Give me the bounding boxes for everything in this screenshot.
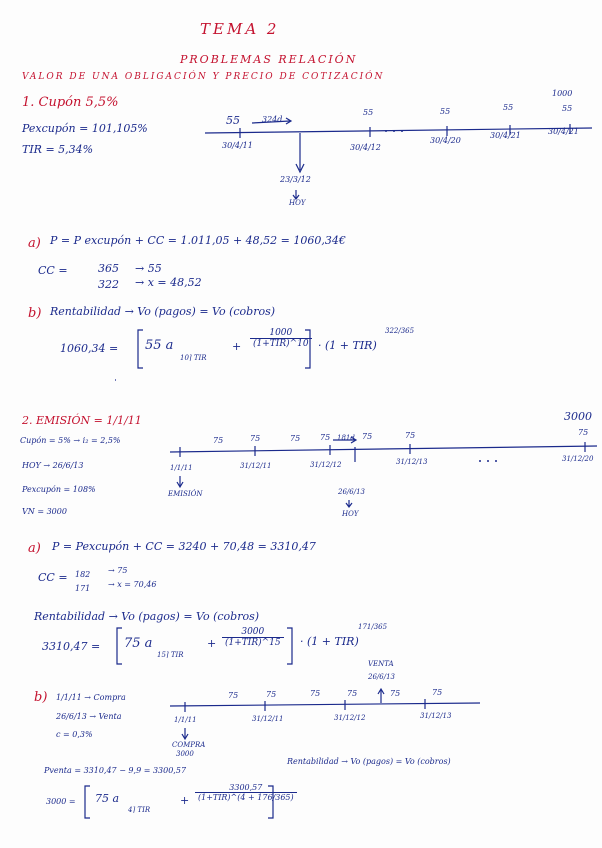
p2-a-label: a) — [28, 541, 41, 556]
p1-heading: 1. Cupón 5,5% — [22, 95, 119, 110]
p2-coupon-4: 75 — [320, 433, 331, 442]
p1-a-formula: P = P excupón + CC = 1.011,05 + 48,52 = 1060,34€ — [50, 234, 346, 247]
p2-eq2-fraction — [195, 783, 297, 802]
p1-eq-den: (1+TIR)^10 — [253, 339, 309, 349]
p2-eq-exp: 171/365 — [358, 623, 388, 631]
p2-eq-plus: + — [207, 637, 217, 650]
p2-eq2-lhs: 3000 = — [46, 797, 76, 806]
p1-eq-num: 1000 — [250, 328, 312, 339]
p2-cc-r2b: → x = 70,46 — [108, 580, 157, 589]
timeline-2-axis — [170, 446, 597, 452]
p1-coupon-1: 55 — [226, 114, 240, 127]
p1-cc-r1b: → 55 — [135, 262, 162, 275]
p2-eq2-num: 3300,57 — [195, 783, 297, 793]
p2-coupon-7: 75 — [578, 428, 589, 437]
p1-coupon-2: 55 — [363, 108, 374, 117]
p1-cc-lhs: CC = — [38, 264, 68, 277]
p1-eq-lhs: 1060,34 = — [60, 342, 119, 355]
p1-date-5: 30/4/21 — [548, 127, 579, 136]
p1-date-3: 30/4/20 — [430, 136, 461, 145]
p2-given-vn: VN = 3000 — [22, 507, 67, 516]
p1-b-label: b) — [28, 306, 42, 321]
section-title: VALOR DE UNA OBLIGACIÓN Y PRECIO DE COTIZACIÓN — [22, 72, 385, 82]
p2-face: 3000 — [564, 410, 592, 423]
timeline-3-axis — [170, 703, 480, 706]
p1-eq-fraction — [250, 328, 312, 349]
p2-given-coupon: Cupón = 5% → i₂ = 2,5% — [20, 436, 121, 445]
p2b-date-1: 1/1/11 — [174, 716, 197, 724]
p2-cc-r2a: 171 — [75, 584, 91, 593]
p2-date-5: 31/12/20 — [562, 455, 594, 463]
p2-days: 181d — [337, 434, 355, 442]
p2b-buy-amount: 3000 — [176, 750, 194, 758]
p2-coupon-6: 75 — [405, 431, 416, 440]
p1-eq-tail: · (1 + TIR) — [318, 339, 377, 352]
p2-today-label: HOY — [342, 510, 359, 518]
p2-b-line1: 1/1/11 → Compra — [56, 693, 126, 702]
p2b-sale-label: VENTA — [368, 660, 394, 668]
p2b-date-3: 31/12/12 — [334, 714, 366, 722]
p2b-buy-label: COMPRA — [172, 741, 206, 749]
p2-eq2-annuity-sub: 4⌉ TIR — [128, 806, 151, 814]
p1-given-price: Pexcupón = 101,105% — [22, 122, 148, 135]
p2-eq-tail: · (1 + TIR) — [300, 635, 359, 648]
p2-eq-annuity-sub: 15⌉ TIR — [157, 651, 184, 659]
p2-heading: 2. EMISIÓN = 1/1/11 — [22, 414, 142, 427]
p2b-coupon-5: 75 — [390, 689, 401, 698]
p2-rent2-text: Rentabilidad → Vo (pagos) = Vo (cobros) — [287, 757, 451, 766]
p1-eq-plus: + — [232, 340, 242, 353]
p2-b-line3: c = 0,3% — [56, 730, 93, 739]
p2-coupon-2: 75 — [250, 434, 261, 443]
p1-coupon-4: 55 — [503, 103, 514, 112]
p2-eq-annuity: 75 a — [124, 636, 153, 651]
p2-eq2-den: (1+TIR)^(4 + 176/365) — [198, 793, 294, 802]
p2b-coupon-6: 75 — [432, 688, 443, 697]
p1-eq-annuity: 55 a — [145, 338, 174, 353]
p2-date-1: 1/1/11 — [170, 464, 193, 472]
p1-coupon-3: 55 — [440, 107, 451, 116]
p2-date-3: 31/12/12 — [310, 461, 342, 469]
p1-date-2: 30/4/12 — [350, 143, 381, 152]
p2-a-formula: P = Pexcupón + CC = 3240 + 70,48 = 3310,47 — [52, 540, 316, 553]
p1-face: 1000 — [552, 89, 573, 98]
p2-cc-lhs: CC = — [38, 571, 68, 584]
p2-eq-den: (1+TIR)^15 — [225, 638, 281, 648]
p2-eq-lhs: 3310,47 = — [42, 640, 101, 653]
p2-sale-price: Pventa = 3310,47 − 9,9 = 3300,57 — [44, 766, 187, 775]
p2-coupon-3: 75 — [290, 434, 301, 443]
p2b-coupon-2: 75 — [266, 690, 277, 699]
p2-date-4: 31/12/13 — [396, 458, 428, 466]
p2-cc-r1a: 182 — [75, 570, 91, 579]
p1-coupon-5: 55 — [562, 104, 573, 113]
p2b-sale-date: 26/6/13 — [368, 673, 395, 681]
p2-eq2-annuity: 75 a — [95, 792, 120, 805]
p2-coupon-1: 75 — [213, 436, 224, 445]
p1-cc-r2a: 322 — [98, 278, 119, 291]
p1-a-label: a) — [28, 236, 41, 251]
p2-eq-fraction — [222, 627, 284, 648]
p2-emission-label: EMISIÓN — [168, 490, 203, 498]
p2b-date-4: 31/12/13 — [420, 712, 452, 720]
p2b-coupon-4: 75 — [347, 689, 358, 698]
p2-cc-r1b: → 75 — [108, 566, 128, 575]
p2-coupon-5: 75 — [362, 432, 373, 441]
p1-date-1: 30/4/11 — [222, 141, 253, 150]
p1-b-text: Rentabilidad → Vo (pagos) = Vo (cobros) — [50, 305, 276, 318]
p1-today-date: 23/3/12 — [280, 175, 311, 184]
page-subtitle: PROBLEMAS RELACIÓN — [180, 53, 358, 66]
p2-date-2: 31/12/11 — [240, 462, 272, 470]
p2b-coupon-3: 75 — [310, 689, 321, 698]
p1-given-tir: TIR = 5,34% — [22, 143, 94, 156]
p1-cc-r2b: → x = 48,52 — [135, 276, 202, 289]
p2-b-label: b) — [34, 690, 48, 705]
page-title: TEMA 2 — [200, 20, 280, 38]
timeline-1-axis — [205, 128, 592, 133]
p2-eq2-plus: + — [180, 794, 190, 807]
p2-today-date: 26/6/13 — [338, 488, 365, 496]
p2b-coupon-1: 75 — [228, 691, 239, 700]
p1-days: 324d — [262, 115, 283, 124]
p2b-date-2: 31/12/11 — [252, 715, 284, 723]
p1-date-4: 30/4/21 — [490, 131, 521, 140]
p2-eq-num: 3000 — [222, 627, 284, 638]
p2-b-line2: 26/6/13 → Venta — [56, 712, 122, 721]
p1-cc-r1a: 365 — [98, 262, 119, 275]
p1-eq-annuity-sub: 10⌉ TIR — [180, 354, 207, 362]
p1-eq-exp: 322/365 — [385, 327, 415, 335]
p2-given-hoy: HOY → 26/6/13 — [22, 461, 84, 470]
p2-rent-text: Rentabilidad → Vo (pagos) = Vo (cobros) — [34, 610, 260, 623]
p1-today-label: HOY — [289, 199, 306, 207]
p2-given-price: Pexcupón = 108% — [22, 485, 96, 494]
